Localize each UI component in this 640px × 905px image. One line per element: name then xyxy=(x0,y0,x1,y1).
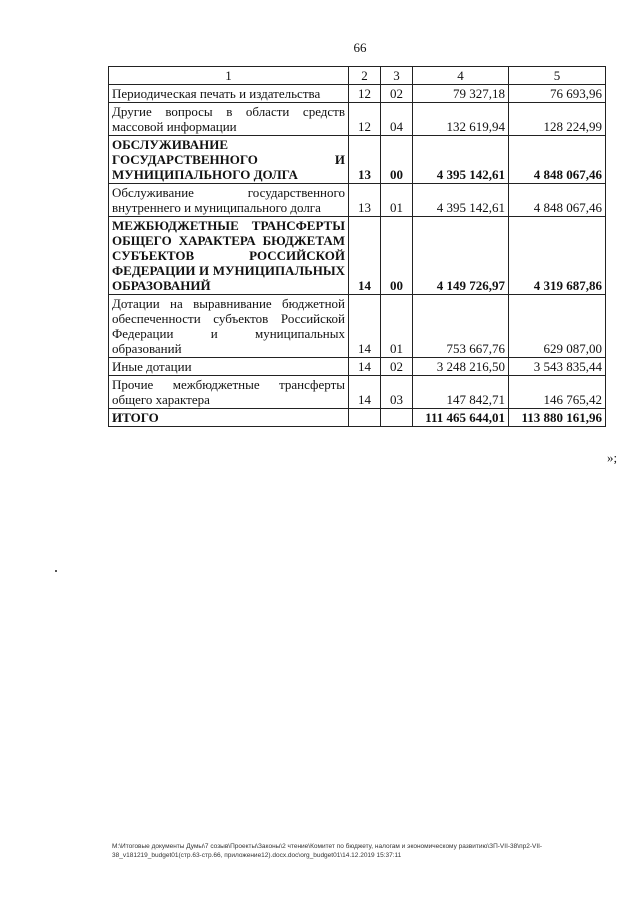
row-amount-2020-cell: 3 543 835,44 xyxy=(509,358,606,376)
row-amount-2019-cell: 111 465 644,01 xyxy=(413,409,509,427)
table-header-row xyxy=(109,67,606,85)
row-section-cell: 14 xyxy=(349,358,381,376)
row-amount-2020-cell: 113 880 161,96 xyxy=(509,409,606,427)
header-cell: 1 xyxy=(109,67,349,85)
row-amount-2019-cell: 3 248 216,50 xyxy=(413,358,509,376)
row-name-cell: Дотации на выравнивание бюджетной обеспеченности субъектов Российской Федерации и муниципальных образований xyxy=(109,295,349,358)
row-subsection-cell: 03 xyxy=(381,376,413,409)
row-amount-2019-cell: 4 149 726,97 xyxy=(413,217,509,295)
row-section-cell: 12 xyxy=(349,85,381,103)
row-section-cell xyxy=(349,409,381,427)
row-name-cell: Обслуживание государственного внутреннего и муниципального долга xyxy=(109,184,349,217)
row-amount-2020-cell: 76 693,96 xyxy=(509,85,606,103)
row-name-cell: ОБСЛУЖИВАНИЕ ГОСУДАРСТВЕННОГО И МУНИЦИПАЛЬНОГО ДОЛГА xyxy=(109,136,349,184)
row-amount-2020-cell: 4 848 067,46 xyxy=(509,136,606,184)
row-name-cell: МЕЖБЮДЖЕТНЫЕ ТРАНСФЕРТЫ ОБЩЕГО ХАРАКТЕРА БЮДЖЕТАМ СУБЪЕКТОВ РОССИЙСКОЙ ФЕДЕРАЦИИ И МУНИЦИПАЛЬНЫХ ОБРАЗОВАНИЙ xyxy=(109,217,349,295)
table-row xyxy=(109,217,606,295)
footer-file-path: М:\Итоговые документы Думы\7 созыв\Проекты\Законы\2 чтение\Комитет по бюджету, налогам и экономическому развитию\ЗП-VII-38\пр2-VII-38_v181219_budget01(стр.63-стр.66, приложение12).docx.doc\org_budget01\14.12.2019 15:37:11 xyxy=(112,843,543,859)
row-amount-2019-cell: 147 842,71 xyxy=(413,376,509,409)
row-name-cell: Иные дотации xyxy=(109,358,349,376)
row-subsection-cell: 00 xyxy=(381,217,413,295)
table-row xyxy=(109,85,606,103)
row-amount-2019-cell: 132 619,94 xyxy=(413,103,509,136)
row-amount-2019-cell: 753 667,76 xyxy=(413,295,509,358)
row-subsection-cell: 02 xyxy=(381,85,413,103)
row-amount-2019-cell: 4 395 142,61 xyxy=(413,184,509,217)
row-subsection-cell: 00 xyxy=(381,136,413,184)
row-amount-2020-cell: 629 087,00 xyxy=(509,295,606,358)
table-row xyxy=(109,358,606,376)
page-number: 66 xyxy=(353,40,367,55)
table-row xyxy=(109,136,606,184)
row-amount-2020-cell: 146 765,42 xyxy=(509,376,606,409)
header-cell: 2 xyxy=(349,67,381,85)
row-subsection-cell: 02 xyxy=(381,358,413,376)
row-section-cell: 13 xyxy=(349,184,381,217)
row-name-cell: Периодическая печать и издательства xyxy=(109,85,349,103)
table-row xyxy=(109,103,606,136)
table-row xyxy=(109,184,606,217)
row-section-cell: 12 xyxy=(349,103,381,136)
row-section-cell: 13 xyxy=(349,136,381,184)
row-subsection-cell xyxy=(381,409,413,427)
budget-table xyxy=(108,66,606,427)
row-amount-2020-cell: 4 848 067,46 xyxy=(509,184,606,217)
row-amount-2020-cell: 4 319 687,86 xyxy=(509,217,606,295)
header-cell: 5 xyxy=(509,67,606,85)
table-row xyxy=(109,295,606,358)
table-row xyxy=(109,409,606,427)
row-name-cell: Прочие межбюджетные трансферты общего характера xyxy=(109,376,349,409)
header-cell: 3 xyxy=(381,67,413,85)
header-cell: 4 xyxy=(413,67,509,85)
row-amount-2019-cell: 4 395 142,61 xyxy=(413,136,509,184)
row-name-cell: Другие вопросы в области средств массовой информации xyxy=(109,103,349,136)
scan-dot xyxy=(55,570,57,572)
table-row xyxy=(109,376,606,409)
row-subsection-cell: 01 xyxy=(381,295,413,358)
row-subsection-cell: 01 xyxy=(381,184,413,217)
row-section-cell: 14 xyxy=(349,295,381,358)
closing-quote: »; xyxy=(607,450,618,465)
row-subsection-cell: 04 xyxy=(381,103,413,136)
row-section-cell: 14 xyxy=(349,217,381,295)
row-amount-2020-cell: 128 224,99 xyxy=(509,103,606,136)
row-name-cell: ИТОГО xyxy=(109,409,349,427)
row-amount-2019-cell: 79 327,18 xyxy=(413,85,509,103)
row-section-cell: 14 xyxy=(349,376,381,409)
